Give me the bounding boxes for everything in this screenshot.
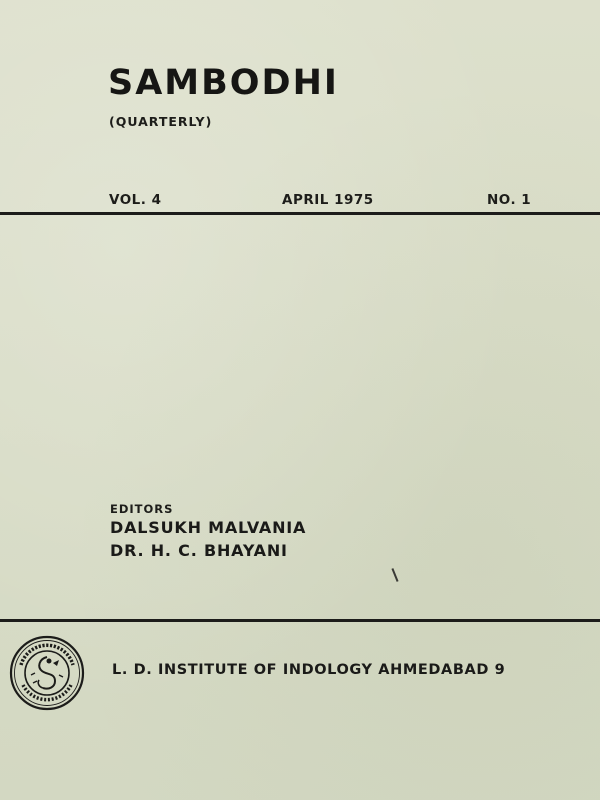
journal-frequency: (QUARTERLY) — [109, 114, 213, 129]
journal-title: SAMBODHI — [108, 63, 339, 103]
institute-seal-icon — [9, 635, 85, 711]
issue-number: NO. 1 — [487, 192, 532, 208]
paper-mark — [391, 568, 398, 582]
publisher-name: L. D. INSTITUTE OF INDOLOGY AHMEDABAD 9 — [112, 662, 506, 678]
bottom-divider — [0, 619, 600, 622]
volume-label: VOL. 4 — [109, 192, 162, 208]
issue-date: APRIL 1975 — [282, 192, 374, 208]
top-divider — [0, 212, 600, 215]
editor-name: DALSUKH MALVANIA — [110, 518, 307, 537]
editors-label: EDITORS — [110, 502, 174, 516]
editor-name: DR. H. C. BHAYANI — [110, 541, 288, 560]
